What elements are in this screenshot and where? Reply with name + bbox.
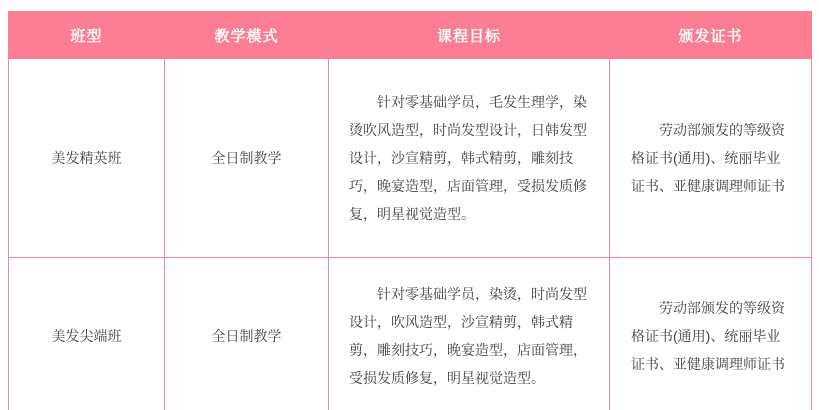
table-row: [9, 59, 812, 258]
header-certificates: 颁发证书: [610, 12, 812, 59]
table-row: [9, 258, 812, 410]
cell-class-type: 美发尖端班: [9, 258, 165, 410]
cell-teaching-mode: 全日制教学: [165, 258, 329, 410]
course-goals-text: 针对零基础学员，染烫，时尚发型设计，吹风造型，沙宣精剪，韩式精剪，雕刻技巧，晚宴造型，店面管理，受损发质修复，明星视觉造型。: [349, 285, 587, 386]
header-teaching-mode: 教学模式: [165, 12, 329, 59]
course-table: [8, 11, 812, 410]
cell-course-goals: [329, 59, 610, 258]
certificates-text: 劳动部颁发的等级资格证书(通用)、统丽毕业证书、亚健康调理师证书: [631, 122, 785, 194]
certificates-text: 劳动部颁发的等级资格证书(通用)、统丽毕业证书、亚健康调理师证书: [631, 299, 785, 372]
cell-class-type: 美发精英班: [9, 59, 165, 258]
cell-teaching-mode: 全日制教学: [165, 59, 329, 258]
table-header-row: [9, 12, 812, 59]
cell-certificates: [610, 59, 812, 258]
header-class-type: 班型: [9, 12, 165, 59]
cell-course-goals: [329, 258, 610, 410]
course-goals-text: 针对零基础学员，毛发生理学，染烫吹风造型，时尚发型设计，日韩发型设计，沙宣精剪，韩式精剪，雕刻技巧，晚宴造型，店面管理，受损发质修复，明星视觉造型。: [349, 94, 587, 222]
course-table-container: [8, 11, 812, 410]
cell-certificates: [610, 258, 812, 410]
header-course-goals: 课程目标: [329, 12, 610, 59]
